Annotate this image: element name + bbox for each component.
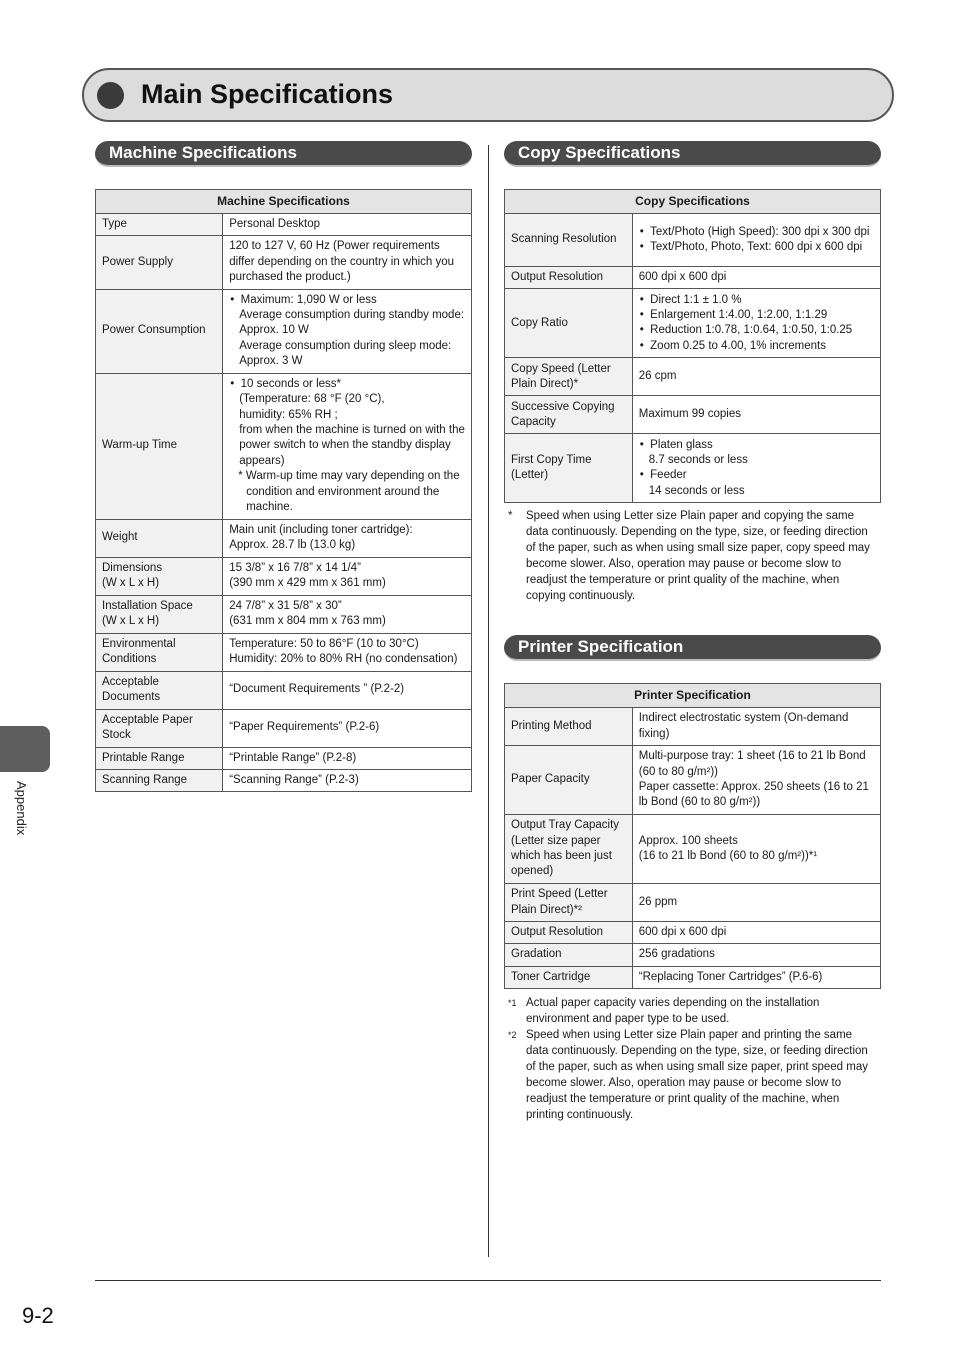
table-row	[96, 633, 472, 671]
label-line: (W x L x H)	[102, 615, 160, 628]
row-value: Personal Desktop	[223, 214, 472, 236]
copy-spec-table	[504, 189, 881, 503]
table-row	[505, 944, 881, 966]
machine-section-title: Machine Specifications	[95, 141, 472, 167]
row-label: Paper Capacity	[505, 746, 633, 815]
value-line: Multi-purpose tray: 1 sheet (16 to 21 lb Bond (60 to 80 g/m²))	[638, 750, 866, 778]
row-value	[223, 373, 472, 519]
table-row	[96, 770, 472, 792]
row-label: Output Resolution	[505, 922, 633, 944]
value-line: (16 to 21 lb Bond (60 to 80 g/m²))*¹	[638, 850, 818, 862]
row-value: Maximum 99 copies	[632, 396, 880, 434]
row-label	[96, 595, 223, 633]
footer-rule	[95, 1280, 881, 1281]
table-row	[96, 236, 472, 289]
title-bullet-icon	[97, 82, 124, 109]
table-row	[96, 671, 472, 709]
label-line: Environmental	[102, 637, 176, 650]
row-value: 26 cpm	[632, 358, 880, 396]
label-line: Successive Copying	[511, 400, 615, 413]
copy-table-title: Copy Specifications	[505, 190, 881, 214]
table-row	[96, 519, 472, 557]
value-line: 24 7/8” x 31 5/8” x 30”	[229, 599, 342, 612]
table-row	[505, 966, 881, 988]
row-label: Printing Method	[505, 708, 633, 746]
appendix-label: Appendix	[14, 781, 29, 836]
row-label	[505, 396, 633, 434]
row-value	[223, 519, 472, 557]
list-item: humidity: 65% RH ;	[239, 408, 338, 421]
footnote-mark: *1	[508, 998, 517, 1008]
row-label	[505, 358, 633, 396]
list-item: Average consumption during standby mode: Approx. 10 W	[239, 309, 465, 337]
value-line: Temperature: 50 to 86°F (10 to 30°C)	[229, 637, 419, 650]
row-value	[632, 214, 880, 267]
row-label: Warm-up Time	[96, 373, 223, 519]
label-line: Stock	[102, 729, 131, 742]
label-line: Capacity	[511, 415, 556, 428]
row-label: Copy Ratio	[505, 289, 633, 358]
row-value	[632, 815, 880, 884]
label-line: Acceptable	[102, 675, 159, 688]
list-item: * Warm-up time may vary depending on the condition and environment around the machine.	[238, 470, 460, 514]
machine-spec-table	[95, 189, 472, 792]
row-label	[505, 815, 633, 884]
label-line: (Letter)	[511, 469, 549, 482]
row-value: 26 ppm	[632, 884, 880, 922]
appendix-side-tab	[0, 726, 50, 772]
row-label	[96, 557, 223, 595]
table-row	[505, 746, 881, 815]
row-label: Output Resolution	[505, 267, 633, 289]
table-row	[96, 373, 472, 519]
list-item: (Temperature: 68 °F (20 °C),	[239, 393, 385, 406]
printer-table-title: Printer Specification	[505, 684, 881, 708]
value-line: Paper cassette: Approx. 250 sheets (16 to 21 lb Bond (60 to 80 g/m²))	[638, 781, 869, 809]
label-line: (Letter size paper	[511, 834, 601, 847]
row-label: Power Consumption	[96, 289, 223, 373]
list-item: • Platen glass	[639, 438, 874, 453]
page-title: Main Specifications	[141, 79, 394, 109]
table-row	[96, 709, 472, 747]
table-row	[505, 267, 881, 289]
label-line: Plain Direct)*	[511, 377, 579, 390]
value-line: Humidity: 20% to 80% RH (no condensation)	[229, 653, 458, 666]
value-line: 15 3/8” x 16 7/8” x 14 1/4”	[229, 561, 361, 574]
printer-section-title: Printer Specification	[504, 635, 881, 661]
label-line: Output Tray Capacity	[511, 819, 620, 832]
table-row	[505, 434, 881, 503]
page-number: 9-2	[22, 1303, 54, 1328]
value-line: Approx. 28.7 lb (13.0 kg)	[229, 539, 356, 552]
printer-notes	[508, 995, 876, 1123]
row-value: “Replacing Toner Cartridges” (P.6-6)	[632, 966, 880, 988]
row-value: “Scanning Range” (P.2-3)	[223, 770, 472, 792]
row-value	[632, 289, 880, 358]
label-line: Print Speed (Letter	[511, 888, 608, 901]
list-item: 8.7 seconds or less	[648, 454, 748, 466]
row-label: Gradation	[505, 944, 633, 966]
label-line: Acceptable Paper	[102, 713, 193, 726]
row-label	[96, 709, 223, 747]
list-item: • Reduction 1:0.78, 1:0.64, 1:0.50, 1:0.25	[639, 323, 874, 338]
row-value	[632, 746, 880, 815]
table-row	[96, 289, 472, 373]
value-line: Approx. 100 sheets	[638, 834, 738, 847]
copy-notes	[508, 508, 876, 604]
label-line: opened)	[511, 865, 554, 878]
label-line: Dimensions	[102, 561, 163, 574]
table-row	[505, 708, 881, 746]
machine-table-title: Machine Specifications	[96, 190, 472, 214]
list-item: • Text/Photo, Photo, Text: 600 dpi x 600 dpi	[639, 240, 874, 255]
row-label: Scanning Resolution	[505, 214, 633, 267]
label-line: Conditions	[102, 653, 157, 666]
table-row	[505, 289, 881, 358]
row-label: Power Supply	[96, 236, 223, 289]
row-value	[223, 633, 472, 671]
label-line: Documents	[102, 691, 161, 704]
footnote-mark: *	[508, 510, 513, 522]
row-label: Scanning Range	[96, 770, 223, 792]
table-row	[96, 214, 472, 236]
row-value: 600 dpi x 600 dpi	[632, 267, 880, 289]
footnote	[508, 995, 876, 1027]
footnote-mark: *2	[508, 1030, 517, 1040]
list-item: • Enlargement 1:4.00, 1:2.00, 1:1.29	[639, 308, 874, 323]
row-value	[632, 434, 880, 503]
footnote-text: Speed when using Letter size Plain paper and copying the same data continuously. Depending on the type, size, or feeding direction of the paper, such as when using small size paper, copy speed may become slower. Also, operation may pause or become slow to readjust the temperature or print quality of the machine, when copying continuously.	[526, 510, 870, 602]
list-item: • Feeder	[639, 468, 874, 483]
list-item: • Maximum: 1,090 W or less	[229, 293, 465, 308]
row-value	[223, 289, 472, 373]
value-line: Main unit (including toner cartridge):	[229, 523, 413, 536]
printer-spec-table	[504, 683, 881, 989]
table-row	[96, 595, 472, 633]
footnote-text: Speed when using Letter size Plain paper and printing the same data continuously. Depending on the type, size, or feeding direction of the paper, such as when using small size paper, print speed may become slower. Also, operation may pause or become slow to readjust the temperature or print quality of the machine, when printing continuously.	[526, 1029, 869, 1121]
list-item: • Text/Photo (High Speed): 300 dpi x 300 dpi	[639, 225, 874, 240]
row-label	[96, 633, 223, 671]
table-row	[505, 396, 881, 434]
row-label: Weight	[96, 519, 223, 557]
row-label: Toner Cartridge	[505, 966, 633, 988]
table-row	[96, 747, 472, 769]
label-line: which has been just	[511, 850, 613, 862]
row-value: 600 dpi x 600 dpi	[632, 922, 880, 944]
row-value: “Printable Range” (P.2-8)	[223, 747, 472, 769]
list-item: Average consumption during sleep mode: Approx. 3 W	[239, 339, 452, 368]
copy-section-title: Copy Specifications	[504, 141, 881, 167]
list-item: from when the machine is turned on with the power switch to when the standby display appears)	[239, 424, 465, 467]
row-value: “Document Requirements ” (P.2-2)	[223, 671, 472, 709]
row-value: Indirect electrostatic system (On-demand fixing)	[632, 708, 880, 746]
label-line: Installation Space	[102, 599, 193, 612]
footnote	[508, 1027, 876, 1123]
row-label: Type	[96, 214, 223, 236]
row-value: 120 to 127 V, 60 Hz (Power requirements differ depending on the country in which you purchased the product.)	[223, 236, 472, 289]
list-item: • Zoom 0.25 to 4.00, 1% increments	[639, 339, 874, 354]
row-value: 256 gradations	[632, 944, 880, 966]
value-line: (390 mm x 429 mm x 361 mm)	[229, 577, 386, 590]
row-value	[223, 557, 472, 595]
row-value: “Paper Requirements” (P.2-6)	[223, 709, 472, 747]
row-label: Printable Range	[96, 747, 223, 769]
label-line: Plain Direct)*²	[511, 903, 582, 916]
list-item: • 10 seconds or less*	[229, 377, 465, 392]
footnote	[508, 508, 876, 604]
list-item: 14 seconds or less	[648, 484, 745, 497]
footnote-text: Actual paper capacity varies depending on the installation environment and paper type to be used.	[526, 997, 820, 1025]
value-line: (631 mm x 804 mm x 763 mm)	[229, 615, 386, 628]
row-value	[223, 595, 472, 633]
list-item: • Direct 1:1 ± 1.0 %	[639, 293, 874, 308]
table-row	[96, 557, 472, 595]
table-row	[505, 358, 881, 396]
table-row	[505, 214, 881, 267]
column-divider	[488, 145, 489, 1257]
row-label	[505, 884, 633, 922]
row-label	[505, 434, 633, 503]
main-title-bar	[82, 68, 894, 122]
row-label	[96, 671, 223, 709]
table-row	[505, 815, 881, 884]
label-line: First Copy Time	[511, 454, 592, 466]
table-row	[505, 884, 881, 922]
table-row	[505, 922, 881, 944]
label-line: Copy Speed (Letter	[511, 362, 611, 375]
label-line: (W x L x H)	[102, 577, 160, 590]
